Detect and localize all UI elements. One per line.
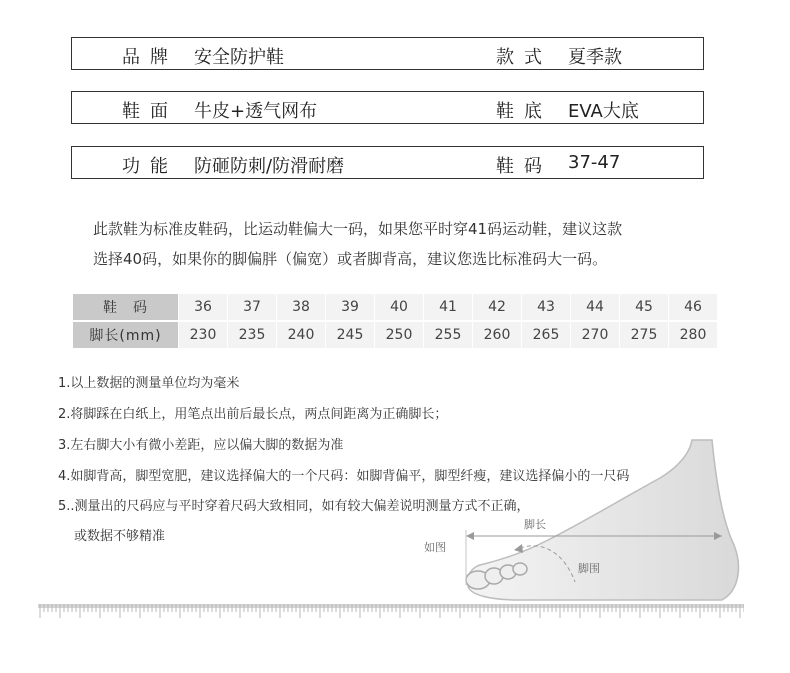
- spec-value: 防砸防刺/防滑耐磨: [194, 156, 345, 177]
- length-cell: 270: [571, 321, 620, 349]
- size-advice-line: 选择40码，如果你的脚偏胖（偏宽）或者脚背高，建议您选比标准码大一码。: [93, 250, 608, 268]
- arrowhead-left: [466, 532, 474, 540]
- note-item: 或数据不够精准: [74, 529, 166, 544]
- size-cell: 36: [179, 294, 228, 321]
- label-girth-left: 如图: [424, 541, 446, 554]
- length-cell: 240: [277, 321, 326, 349]
- length-cell: 250: [375, 321, 424, 349]
- label-girth: 脚围: [578, 562, 600, 575]
- note-item: 5..测量出的尺码应与平时穿着尺码大致相同，如有较大偏差说明测量方式不正确，: [58, 499, 530, 514]
- length-cell: 265: [522, 321, 571, 349]
- length-cell: 280: [669, 321, 718, 349]
- length-cell: 235: [228, 321, 277, 349]
- spec-value: 安全防护鞋: [194, 47, 284, 68]
- arrowhead-girth: [514, 544, 523, 553]
- length-cell: 275: [620, 321, 669, 349]
- spec-key: 鞋码: [496, 156, 552, 177]
- note-item: 1.以上数据的测量单位均为毫米: [58, 376, 240, 391]
- length-cell: 255: [424, 321, 473, 349]
- size-cell: 46: [669, 294, 718, 321]
- length-cell: 245: [326, 321, 375, 349]
- length-row-label: 脚长(mm): [73, 321, 179, 349]
- size-cell: 37: [228, 294, 277, 321]
- spec-key: 款式: [496, 47, 552, 68]
- spec-value: 夏季款: [568, 47, 622, 68]
- size-cell: 41: [424, 294, 473, 321]
- size-cell: 39: [326, 294, 375, 321]
- spec-value: 37-47: [568, 152, 621, 173]
- spec-value: EVA大底: [568, 101, 639, 122]
- spec-key: 鞋底: [496, 101, 552, 122]
- size-cell: 38: [277, 294, 326, 321]
- toe: [513, 563, 527, 575]
- spec-key: 鞋面: [122, 101, 178, 122]
- size-cell: 42: [473, 294, 522, 321]
- spec-key: 功能: [122, 156, 178, 177]
- size-cell: 44: [571, 294, 620, 321]
- spec-key: 品牌: [122, 47, 178, 68]
- length-cell: 230: [179, 321, 228, 349]
- size-cell: 45: [620, 294, 669, 321]
- note-item: 2.将脚踩在白纸上，用笔点出前后最长点，两点间距离为正确脚长；: [58, 407, 448, 422]
- size-cell: 40: [375, 294, 424, 321]
- length-cell: 260: [473, 321, 522, 349]
- size-cell: 43: [522, 294, 571, 321]
- size-advice-line: 此款鞋为标准皮鞋码，比运动鞋偏大一码，如果您平时穿41码运动鞋，建议这款: [93, 220, 623, 238]
- spec-value: 牛皮+透气网布: [194, 101, 318, 122]
- ruler-graphic: [38, 600, 744, 622]
- size-row-label: 鞋 码: [73, 294, 179, 321]
- note-item: 4.如脚背高，脚型宽肥，建议选择偏大的一个尺码：如脚背偏平，脚型纤瘦，建议选择偏小的一尺码: [58, 469, 630, 484]
- label-length: 脚长: [524, 518, 546, 531]
- note-item: 3.左右脚大小有微小差距，应以偏大脚的数据为准: [58, 438, 344, 453]
